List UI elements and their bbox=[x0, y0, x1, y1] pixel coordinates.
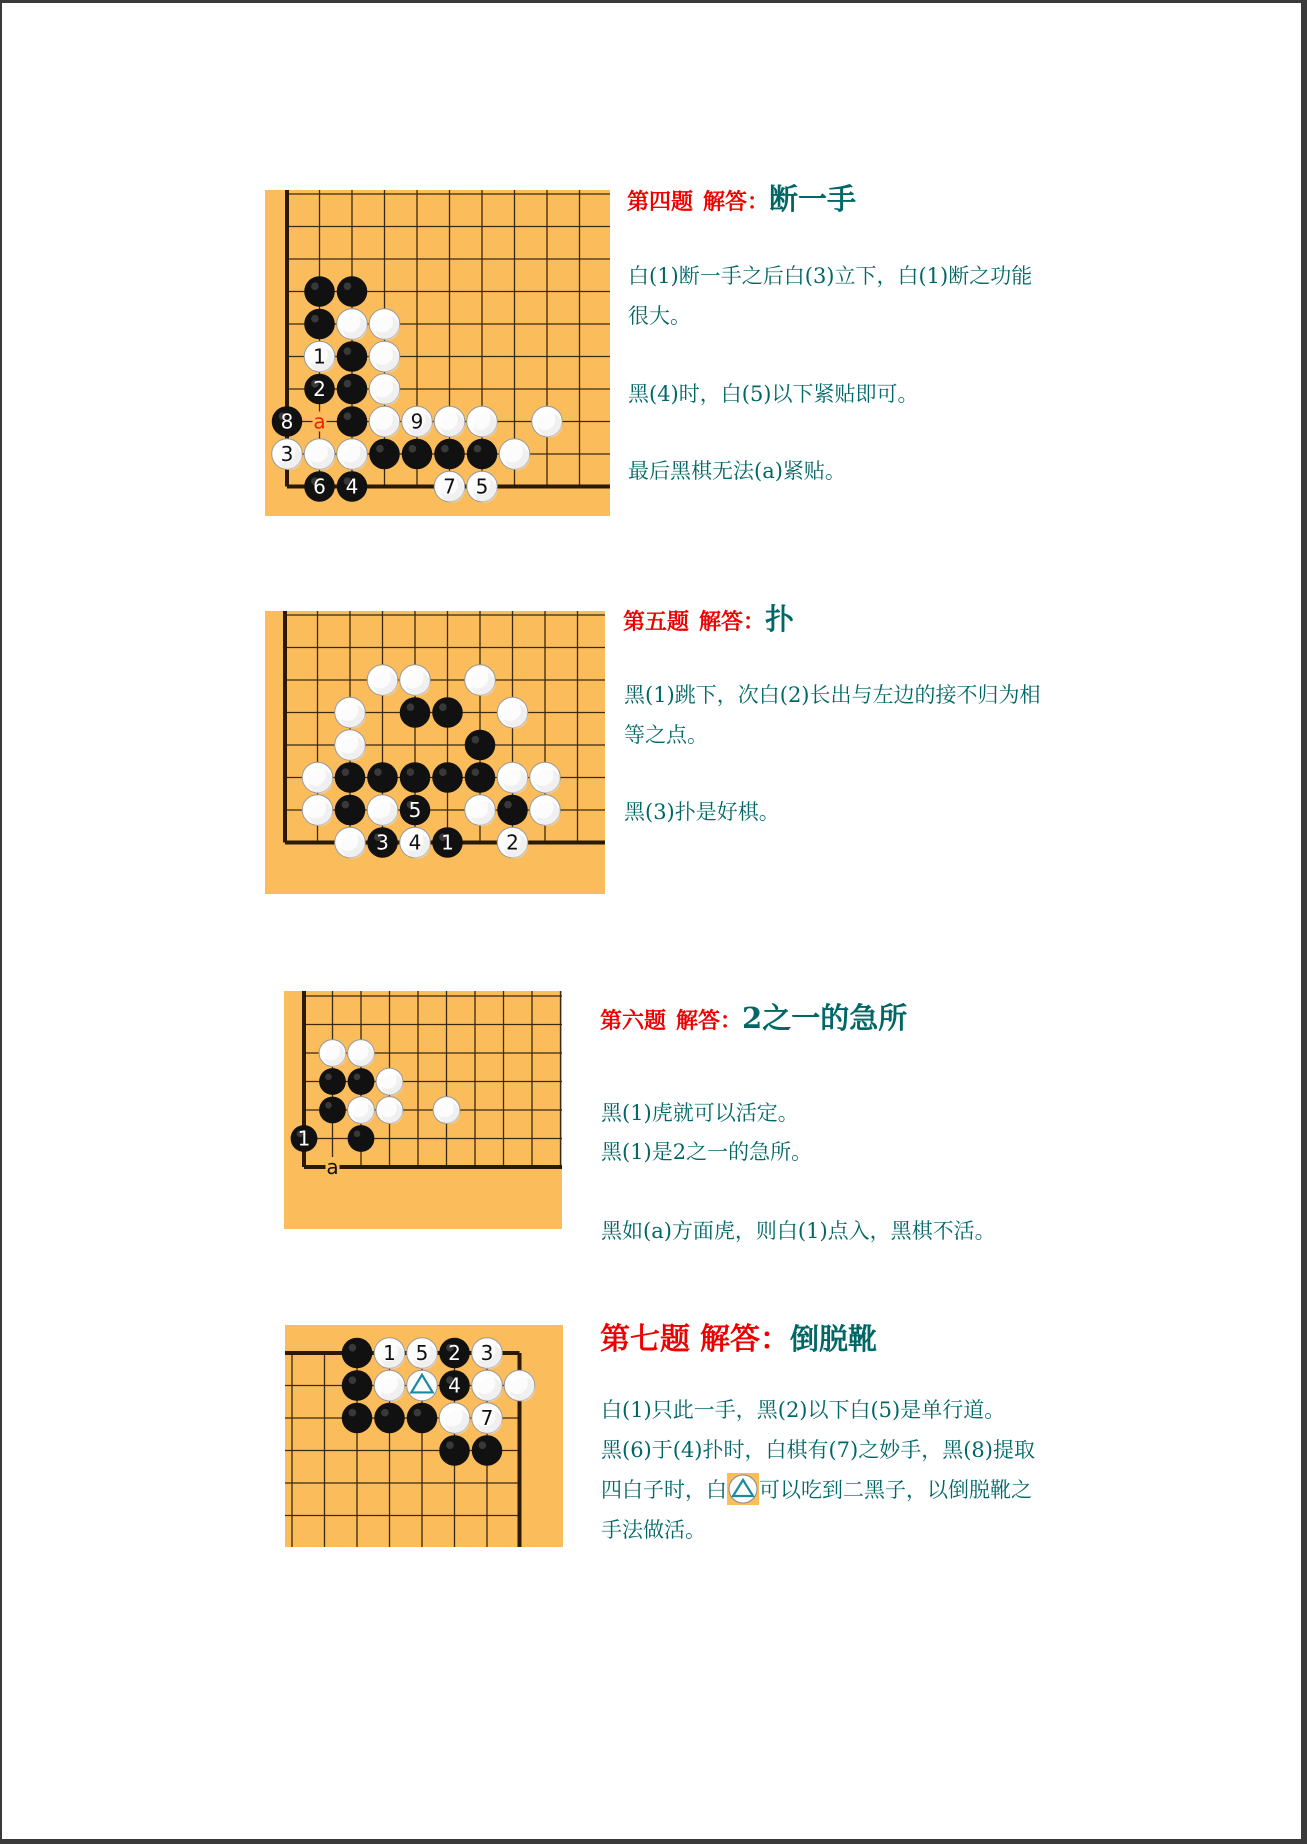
black-stone bbox=[402, 439, 433, 470]
paragraph: 黑如(a)方面虎，则白(1)点入，黑棋不活。 bbox=[601, 1219, 996, 1243]
go-board-svg bbox=[265, 611, 605, 894]
white-stone bbox=[467, 471, 498, 502]
paragraph: 白(1)断一手之后白(3)立下，白(1)断之功能很大。 bbox=[628, 264, 1033, 328]
problem-number: 第五题 bbox=[623, 609, 690, 635]
white-stone bbox=[497, 697, 528, 728]
go-diagram-problem-5 bbox=[265, 611, 605, 894]
stone-move-number: 2 bbox=[313, 377, 326, 401]
black-stone bbox=[472, 1435, 503, 1466]
white-stone bbox=[319, 1040, 346, 1067]
stone-move-number: 3 bbox=[280, 442, 294, 466]
go-diagram-problem-6 bbox=[284, 991, 562, 1229]
white-stone bbox=[465, 665, 496, 696]
black-stone bbox=[337, 471, 368, 502]
problem-5-heading bbox=[623, 597, 794, 638]
black-stone bbox=[467, 439, 498, 470]
black-stone bbox=[348, 1125, 375, 1152]
black-stone bbox=[439, 1435, 470, 1466]
black-stone bbox=[319, 1068, 346, 1095]
white-stone bbox=[304, 341, 335, 372]
white-stone bbox=[472, 1370, 503, 1401]
stone-move-number: 7 bbox=[443, 474, 456, 499]
white-stone bbox=[376, 1097, 403, 1124]
white-stone bbox=[530, 762, 561, 793]
stone-move-number: 4 bbox=[345, 474, 359, 499]
stone-move-number: 3 bbox=[480, 1341, 494, 1365]
black-stone bbox=[337, 341, 368, 372]
black-stone bbox=[432, 827, 463, 858]
black-stone bbox=[348, 1068, 375, 1095]
problem-number: 第七题 bbox=[600, 1322, 690, 1357]
white-stone bbox=[367, 665, 398, 696]
black-stone bbox=[291, 1125, 318, 1152]
point-letter-mark: a bbox=[313, 409, 326, 434]
black-stone bbox=[319, 1097, 346, 1124]
black-stone bbox=[439, 1338, 470, 1369]
white-stone bbox=[348, 1040, 375, 1067]
stone-move-number: 1 bbox=[441, 830, 454, 855]
black-stone bbox=[337, 406, 368, 437]
point-letter-mark: a bbox=[326, 1155, 339, 1179]
white-stone bbox=[374, 1370, 405, 1401]
answer-label: 解答： bbox=[703, 189, 770, 215]
black-stone bbox=[304, 309, 335, 340]
black-stone bbox=[335, 762, 366, 793]
black-stone bbox=[304, 276, 335, 307]
problem-7-heading bbox=[600, 1314, 877, 1358]
black-stone bbox=[342, 1403, 373, 1434]
black-stone bbox=[465, 762, 496, 793]
white-stone bbox=[433, 1097, 460, 1124]
white-stone bbox=[497, 762, 528, 793]
paragraph: 白(1)只此一手，黑(2)以下白(5)是单行道。 bbox=[601, 1398, 1006, 1422]
go-diagram-problem-7 bbox=[285, 1325, 563, 1547]
white-stone bbox=[407, 1338, 438, 1369]
stone-move-number: 3 bbox=[376, 830, 389, 855]
black-stone bbox=[439, 1370, 470, 1401]
white-stone bbox=[434, 471, 465, 502]
stone-move-number: 1 bbox=[297, 1126, 311, 1151]
go-diagram-problem-4 bbox=[265, 190, 610, 516]
document-page bbox=[2, 3, 1301, 1839]
problem-title: 倒脱靴 bbox=[790, 1322, 878, 1356]
white-stone bbox=[348, 1097, 375, 1124]
white-stone bbox=[530, 795, 561, 826]
stone-move-number: 9 bbox=[410, 409, 424, 434]
white-stone bbox=[302, 762, 333, 793]
white-stone bbox=[467, 406, 498, 437]
black-stone bbox=[304, 471, 335, 502]
white-stone bbox=[504, 1370, 535, 1401]
stone-move-number: 2 bbox=[448, 1341, 461, 1365]
white-stone bbox=[302, 795, 333, 826]
paragraph: 最后黑棋无法(a)紧贴。 bbox=[628, 459, 846, 483]
white-stone bbox=[465, 795, 496, 826]
white-stone bbox=[374, 1338, 405, 1369]
black-stone bbox=[400, 795, 431, 826]
white-stone bbox=[335, 697, 366, 728]
white-stone bbox=[369, 374, 400, 405]
paragraph: 黑(1)是2之一的急所。 bbox=[601, 1140, 813, 1164]
stone-move-number: 5 bbox=[415, 1341, 429, 1365]
white-stone bbox=[439, 1403, 470, 1434]
white-stone bbox=[335, 827, 366, 858]
white-stone bbox=[472, 1338, 503, 1369]
white-stone bbox=[532, 406, 563, 437]
white-stone bbox=[367, 795, 398, 826]
black-stone bbox=[335, 795, 366, 826]
stone-move-number: 8 bbox=[280, 409, 294, 434]
white-stone bbox=[402, 406, 433, 437]
black-stone bbox=[465, 730, 496, 761]
white-stone bbox=[272, 439, 303, 470]
black-stone bbox=[407, 1403, 438, 1434]
triangle-stone-icon bbox=[727, 1473, 759, 1505]
black-stone bbox=[374, 1403, 405, 1434]
white-stone bbox=[335, 730, 366, 761]
white-stone bbox=[497, 827, 528, 858]
problem-title: 断一手 bbox=[769, 182, 857, 216]
stone-move-number: 6 bbox=[313, 474, 326, 499]
white-stone bbox=[472, 1403, 503, 1434]
answer-label: 解答： bbox=[676, 1008, 743, 1034]
white-stone bbox=[369, 341, 400, 372]
black-stone bbox=[432, 697, 463, 728]
black-stone bbox=[304, 374, 335, 405]
paragraph: 黑(3)扑是好棋。 bbox=[624, 800, 780, 824]
white-stone bbox=[369, 309, 400, 340]
white-stone bbox=[337, 439, 368, 470]
paragraph: 黑(1)虎就可以活定。 bbox=[601, 1101, 799, 1125]
white-stone bbox=[499, 439, 530, 470]
black-stone bbox=[337, 276, 368, 307]
black-stone bbox=[367, 827, 398, 858]
problem-number: 第六题 bbox=[600, 1008, 667, 1034]
black-stone bbox=[337, 374, 368, 405]
black-stone bbox=[369, 439, 400, 470]
stone-move-number: 2 bbox=[506, 830, 519, 855]
paragraph: 黑(1)跳下，次白(2)长出与左边的接不归为相等之点。 bbox=[624, 683, 1041, 747]
answer-label: 解答： bbox=[700, 1322, 790, 1357]
white-stone bbox=[400, 665, 431, 696]
go-board-svg bbox=[284, 991, 562, 1229]
white-stone bbox=[434, 406, 465, 437]
go-board-svg bbox=[285, 1325, 563, 1547]
black-stone bbox=[342, 1338, 373, 1369]
paragraph-text: 可以吃到二黑子，以倒脱靴之手法做活。 bbox=[601, 1478, 1032, 1542]
answer-label: 解答： bbox=[699, 609, 766, 635]
problem-4-heading bbox=[627, 177, 856, 218]
problem-title: 2之一的急所 bbox=[742, 1001, 908, 1035]
white-stone bbox=[376, 1068, 403, 1095]
black-stone bbox=[342, 1370, 373, 1401]
white-stone bbox=[304, 439, 335, 470]
black-stone bbox=[272, 406, 303, 437]
white-stone bbox=[400, 827, 431, 858]
white-stone bbox=[337, 309, 368, 340]
black-stone bbox=[400, 697, 431, 728]
black-stone bbox=[400, 762, 431, 793]
black-stone bbox=[497, 795, 528, 826]
stone-move-number: 7 bbox=[480, 1406, 494, 1430]
stone-move-number: 1 bbox=[313, 344, 326, 369]
paragraph-text: 黑(6)于(4)扑时，白棋有(7)之妙手，黑(8)提取四白子时，白 bbox=[601, 1438, 1035, 1502]
white-stone bbox=[369, 406, 400, 437]
paragraph bbox=[601, 1430, 1047, 1550]
black-stone bbox=[367, 762, 398, 793]
paragraph: 黑(4)时，白(5)以下紧贴即可。 bbox=[628, 382, 919, 406]
go-board-svg bbox=[265, 190, 610, 516]
stone-move-number: 1 bbox=[383, 1341, 396, 1365]
problem-title: 扑 bbox=[765, 602, 795, 636]
stone-move-number: 4 bbox=[448, 1373, 461, 1398]
problem-6-heading bbox=[600, 996, 907, 1037]
stone-move-number: 5 bbox=[475, 474, 489, 499]
problem-number: 第四题 bbox=[627, 189, 694, 215]
black-stone bbox=[432, 762, 463, 793]
black-stone bbox=[434, 439, 465, 470]
stone-move-number: 4 bbox=[408, 830, 422, 855]
stone-move-number: 5 bbox=[408, 798, 422, 822]
